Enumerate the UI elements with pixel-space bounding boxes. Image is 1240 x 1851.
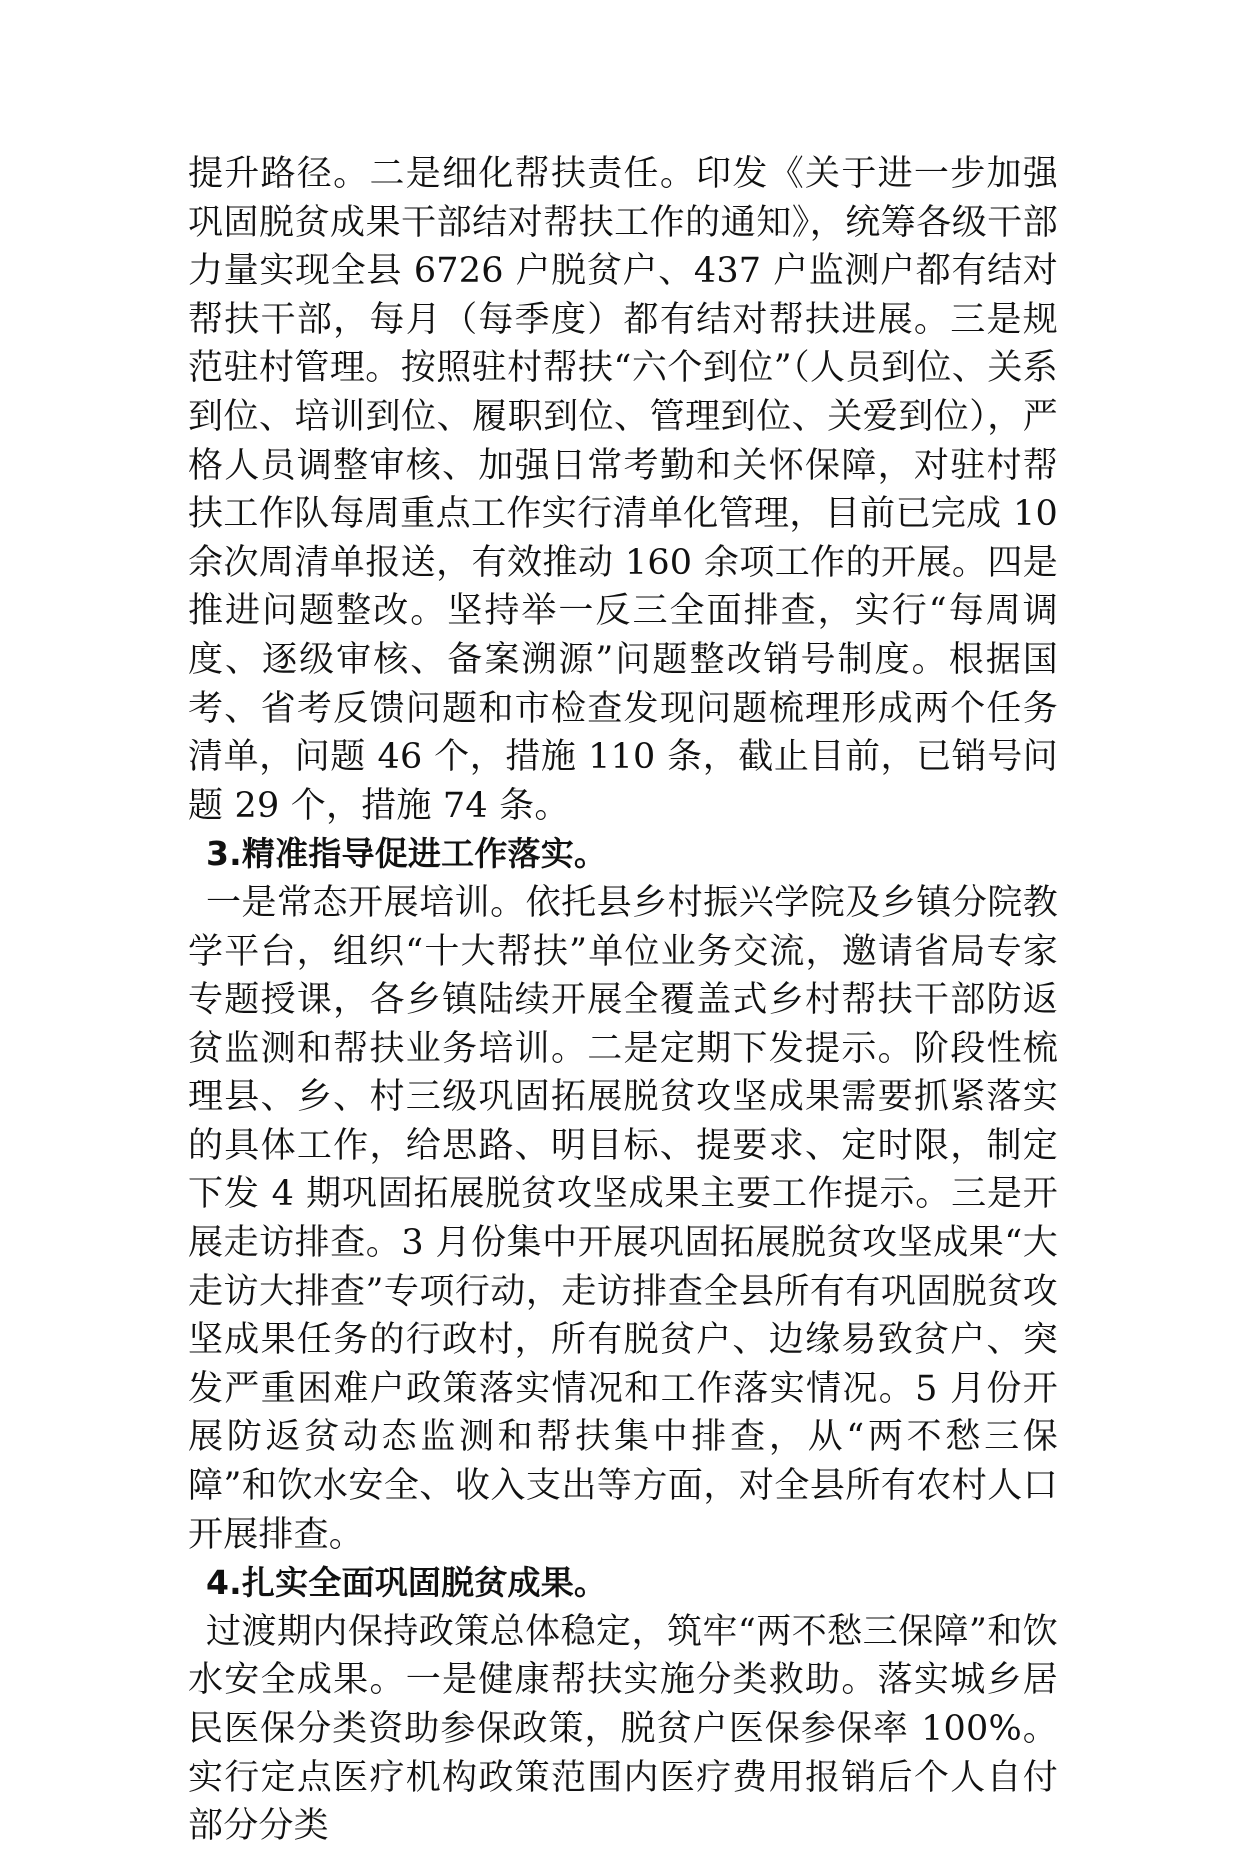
document-page bbox=[188, 150, 1058, 1851]
section-heading-3: 3.精准指导促进工作落实。 bbox=[206, 834, 608, 874]
body-paragraph-3: 过渡期内保持政策总体稳定，筑牢“两不愁三保障”和饮水安全成果。一是健康帮扶实施分类救助。落实城乡居民医保分类资助参保政策，脱贫户医保参保率 100%。实行定点医疗机构政策范围内医疗费用报销后个人自付部分分类 bbox=[188, 1611, 1058, 1847]
section-heading-4: 4.扎实全面巩固脱贫成果。 bbox=[206, 1563, 608, 1603]
body-paragraph-2: 一是常态开展培训。依托县乡村振兴学院及乡镇分院教学平台，组织“十大帮扶”单位业务交流，邀请省局专家专题授课，各乡镇陆续开展全覆盖式乡村帮扶干部防返贫监测和帮扶业务培训。二是定期下发提示。阶段性梳理县、乡、村三级巩固拓展脱贫攻坚成果需要抓紧落实的具体工作，给思路、明目标、提要求、定时限，制定下发 4 期巩固拓展脱贫攻坚成果主要工作提示。三是开展走访排查。3 月份集中开展巩固拓展脱贫攻坚成果“大走访大排查”专项行动，走访排查全县所有有巩固脱贫攻坚成果任务的行政村，所有脱贫户、边缘易致贫户、突发严重困难户政策落实情况和工作落实情况。5 月份开展防返贫动态监测和帮扶集中排查，从“两不愁三保障”和饮水安全、收入支出等方面，对全县所有农村人口开展排查。 bbox=[188, 882, 1058, 1555]
body-paragraph-1: 提升路径。二是细化帮扶责任。印发《关于进一步加强巩固脱贫成果干部结对帮扶工作的通知》，统筹各级干部力量实现全县 6726 户脱贫户、437 户监测户都有结对帮扶干部，每月（每季度）都有结对帮扶进展。三是规范驻村管理。按照驻村帮扶“六个到位”（人员到位、关系到位、培训到位、履职到位、管理到位、关爱到位），严格人员调整审核、加强日常考勤和关怀保障，对驻村帮扶工作队每周重点工作实行清单化管理，目前已完成 10 余次周清单报送，有效推动 160 余项工作的开展。四是推进问题整改。坚持举一反三全面排查，实行“每周调度、逐级审核、备案溯源”问题整改销号制度。根据国考、省考反馈问题和市检查发现问题梳理形成两个任务清单，问题 46 个，措施 110 条，截止目前，已销号问题 29 个，措施 74 条。 bbox=[188, 154, 1058, 826]
